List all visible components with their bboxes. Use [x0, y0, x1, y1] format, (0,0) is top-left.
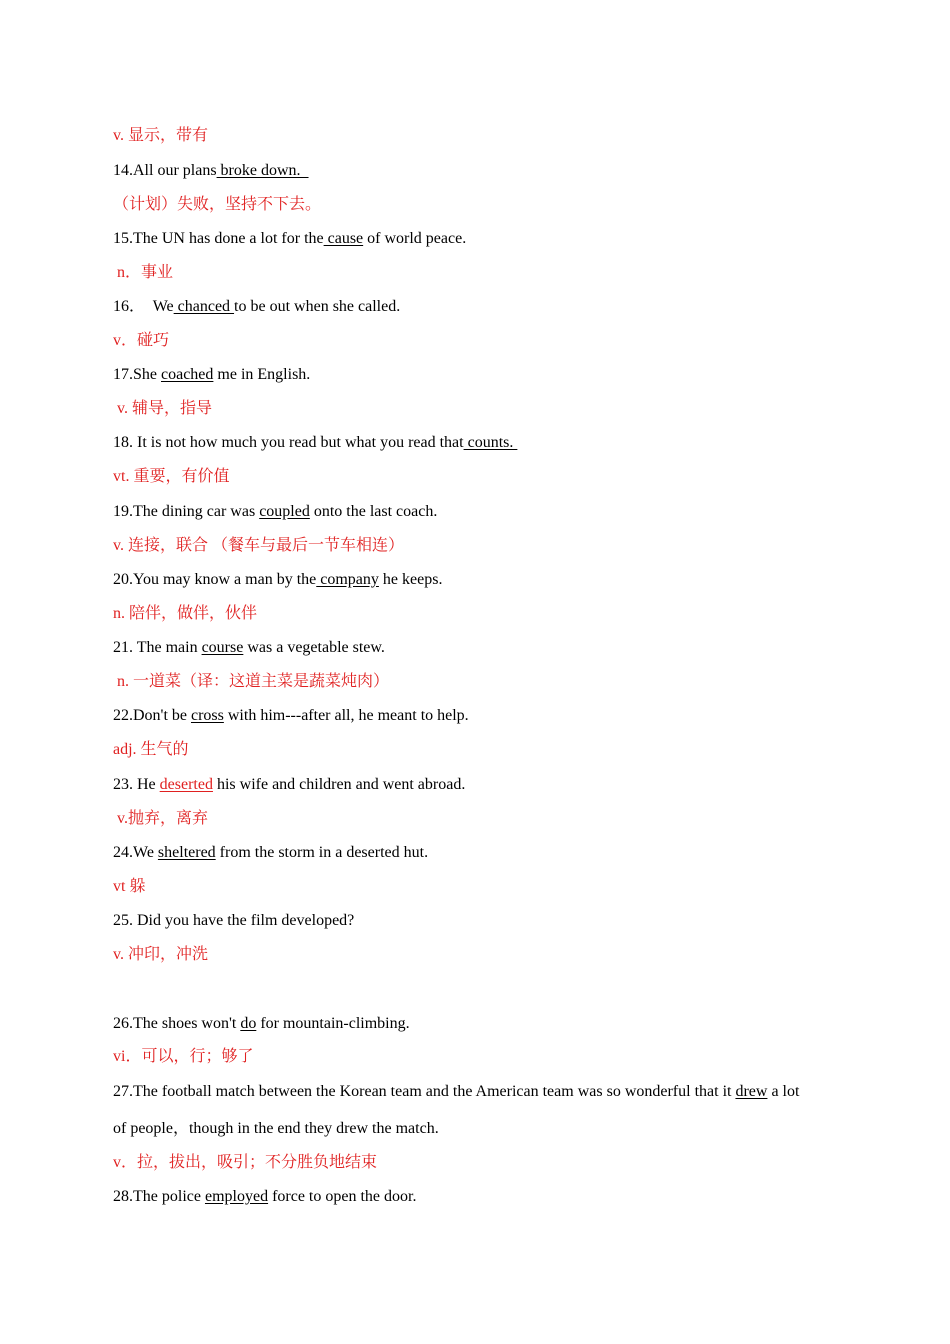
sentence-26: 26.The shoes won't do for mountain-climbing.	[113, 1015, 410, 1032]
keyword-16: chanced	[173, 298, 235, 315]
keyword-28: employed	[204, 1188, 269, 1205]
keyword-21: course	[201, 639, 244, 656]
meaning-17: v. 辅导，指导	[117, 400, 212, 417]
sentence-18: 18. It is not how much you read but what you read that counts.	[113, 434, 518, 451]
meaning-23: v.抛弃，离弃	[117, 810, 208, 827]
keyword-19: coupled	[259, 503, 310, 520]
sentence-24: 24.We sheltered from the storm in a deserted hut.	[113, 844, 429, 861]
sentence-15: 15.The UN has done a lot for the cause of world peace.	[113, 230, 467, 247]
meaning-26: vi．可以，行；够了	[113, 1048, 254, 1065]
keyword-27: drew	[735, 1083, 768, 1100]
meaning-25: v. 冲印，冲洗	[113, 946, 208, 963]
meaning-27: v．拉，拔出，吸引；不分胜负地结束	[113, 1154, 378, 1171]
keyword-23: deserted	[159, 776, 213, 793]
sentence-25: 25. Did you have the film developed?	[113, 912, 355, 929]
keyword-20: company	[316, 571, 379, 588]
keyword-24: sheltered	[157, 844, 216, 861]
keyword-14: broke down.	[216, 162, 309, 179]
sentence-23: 23. He deserted his wife and children and went abroad.	[113, 776, 466, 793]
meaning-19: v. 连接，联合 （餐车与最后一节车相连）	[113, 537, 404, 554]
meaning-22: adj. 生气的	[113, 741, 189, 758]
meaning-24: vt 躲	[113, 878, 146, 895]
sentence-20: 20.You may know a man by the company he keeps.	[113, 571, 443, 588]
meaning-13: v. 显示，带有	[113, 127, 208, 144]
keyword-18: counts.	[463, 434, 518, 451]
sentence-14: 14.All our plans broke down.	[113, 162, 309, 179]
keyword-15: cause	[323, 230, 364, 247]
meaning-18: vt. 重要，有价值	[113, 468, 230, 485]
meaning-20: n. 陪伴，做伴，伙伴	[113, 605, 258, 622]
meaning-16: v．碰巧	[113, 332, 170, 349]
sentence-19: 19.The dining car was coupled onto the last coach.	[113, 503, 438, 520]
sentence-17: 17.She coached me in English.	[113, 366, 311, 383]
meaning-14: （计划）失败，坚持不下去。	[113, 196, 322, 213]
sentence-16: 16． We chanced to be out when she called.	[113, 298, 401, 315]
sentence-21: 21. The main course was a vegetable stew.	[113, 639, 385, 656]
keyword-17: coached	[161, 366, 214, 383]
meaning-15: n．事业	[117, 264, 174, 281]
keyword-22: cross	[190, 707, 224, 724]
sentence-22: 22.Don't be cross with him---after all, he meant to help.	[113, 707, 469, 724]
sentence-27-line-2: of people，though in the end they drew the match.	[113, 1120, 439, 1137]
sentence-27-line-1: 27.The football match between the Korean team and the American team was so wonderful that it drew a lot	[113, 1083, 800, 1100]
meaning-21: n. 一道菜（译：这道主菜是蔬菜炖肉）	[117, 673, 390, 690]
keyword-26: do	[240, 1015, 257, 1032]
sentence-28: 28.The police employed force to open the door.	[113, 1188, 417, 1205]
